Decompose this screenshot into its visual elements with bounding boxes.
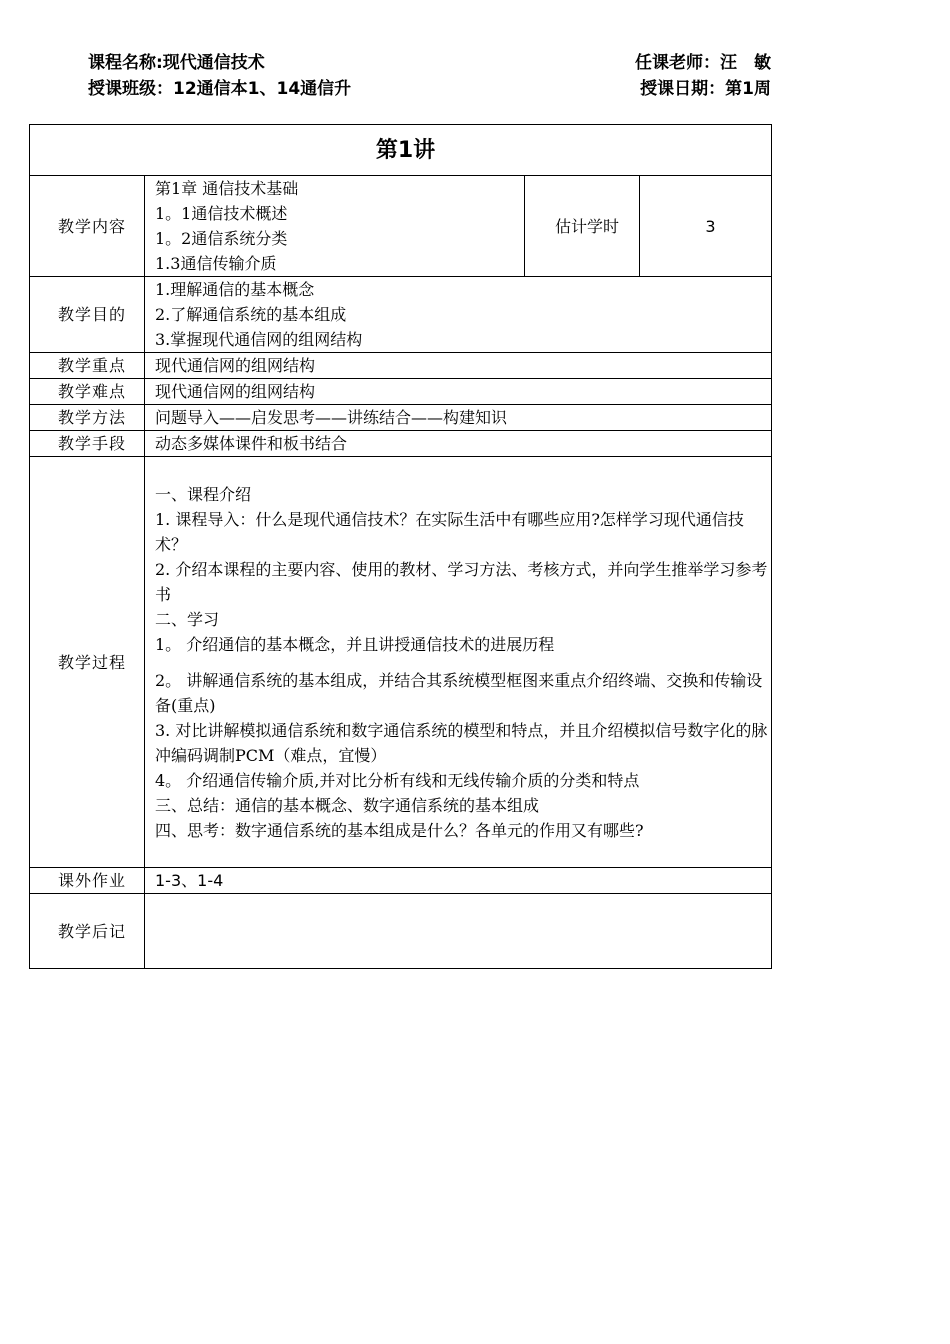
hours-label: 估计学时	[525, 176, 640, 277]
reflection-text	[145, 894, 772, 969]
process-paragraph: 四、思考：数字通信系统的基本组成是什么？各单元的作用又有哪些?	[155, 820, 644, 840]
process-row	[30, 457, 772, 868]
difficulties-label: 教学难点	[30, 379, 145, 405]
teacher-name: 任课老师：汪 敏	[635, 53, 771, 73]
key-points-text: 现代通信网的组网结构	[145, 353, 772, 379]
header-row-2	[88, 76, 771, 102]
objective-line: 2.了解通信系统的基本组成	[155, 305, 347, 324]
objective-line: 3.掌握现代通信网的组网结构	[155, 330, 363, 349]
process-cell	[145, 457, 772, 868]
difficulties-row	[30, 379, 772, 405]
course-name: 课程名称:现代通信技术	[88, 53, 265, 73]
process-paragraph: 一、课程介绍	[155, 484, 252, 504]
key-points-row	[30, 353, 772, 379]
lecture-title: 第1讲	[30, 125, 772, 176]
process-paragraph: 三、总结：通信的基本概念、数字通信系统的基本组成	[155, 795, 540, 815]
title-row	[30, 125, 772, 176]
process-paragraph: 1. 课程导入：什么是现代通信技术？在实际生活中有哪些应用?怎样学习现代通信技术？	[155, 509, 744, 554]
process-paragraph: 4。 介绍通信传输介质,并对比分析有线和无线传输介质的分类和特点	[155, 770, 640, 790]
hours-value: 3	[640, 176, 772, 277]
objective-line: 1.理解通信的基本概念	[155, 280, 315, 299]
objectives-label: 教学目的	[30, 277, 145, 353]
methods-row	[30, 405, 772, 431]
content-row	[30, 176, 772, 277]
process-paragraph: 2. 介绍本课程的主要内容、使用的教材、学习方法、考核方式，并向学生推举学习参考书	[155, 559, 768, 604]
content-cell	[145, 176, 525, 277]
header-row-1	[88, 50, 771, 76]
homework-label: 课外作业	[30, 868, 145, 894]
reflection-row	[30, 894, 772, 969]
content-line: 1.3通信传输介质	[155, 254, 277, 273]
class-name: 授课班级：12通信本1、14通信升	[88, 79, 352, 99]
content-line: 1。2通信系统分类	[155, 229, 288, 248]
process-paragraph: 2。 讲解通信系统的基本组成，并结合其系统模型框图来重点介绍终端、交换和传输设备(重点)	[155, 670, 763, 715]
means-text: 动态多媒体课件和板书结合	[145, 431, 772, 457]
content-label: 教学内容	[30, 176, 145, 277]
content-line: 第1章 通信技术基础	[155, 179, 299, 198]
process-paragraph: 1。 介绍通信的基本概念，并且讲授通信技术的进展历程	[155, 634, 555, 654]
means-label: 教学手段	[30, 431, 145, 457]
homework-text: 1-3、1-4	[145, 868, 772, 894]
lesson-plan-table	[29, 124, 772, 969]
methods-label: 教学方法	[30, 405, 145, 431]
content-line: 1。1通信技术概述	[155, 204, 288, 223]
process-label: 教学过程	[30, 457, 145, 868]
key-points-label: 教学重点	[30, 353, 145, 379]
reflection-label: 教学后记	[30, 894, 145, 969]
process-paragraph: 二、学习	[155, 609, 220, 629]
objectives-cell	[145, 277, 772, 353]
difficulties-text: 现代通信网的组网结构	[145, 379, 772, 405]
means-row	[30, 431, 772, 457]
document-header	[88, 50, 771, 102]
methods-text: 问题导入——启发思考——讲练结合——构建知识	[145, 405, 772, 431]
homework-row	[30, 868, 772, 894]
lecture-date: 授课日期：第1周	[640, 79, 771, 99]
process-paragraph: 3. 对比讲解模拟通信系统和数字通信系统的模型和特点，并且介绍模拟信号数字化的脉冲编码调制PCM（难点，宜慢）	[155, 720, 768, 765]
objectives-row	[30, 277, 772, 353]
